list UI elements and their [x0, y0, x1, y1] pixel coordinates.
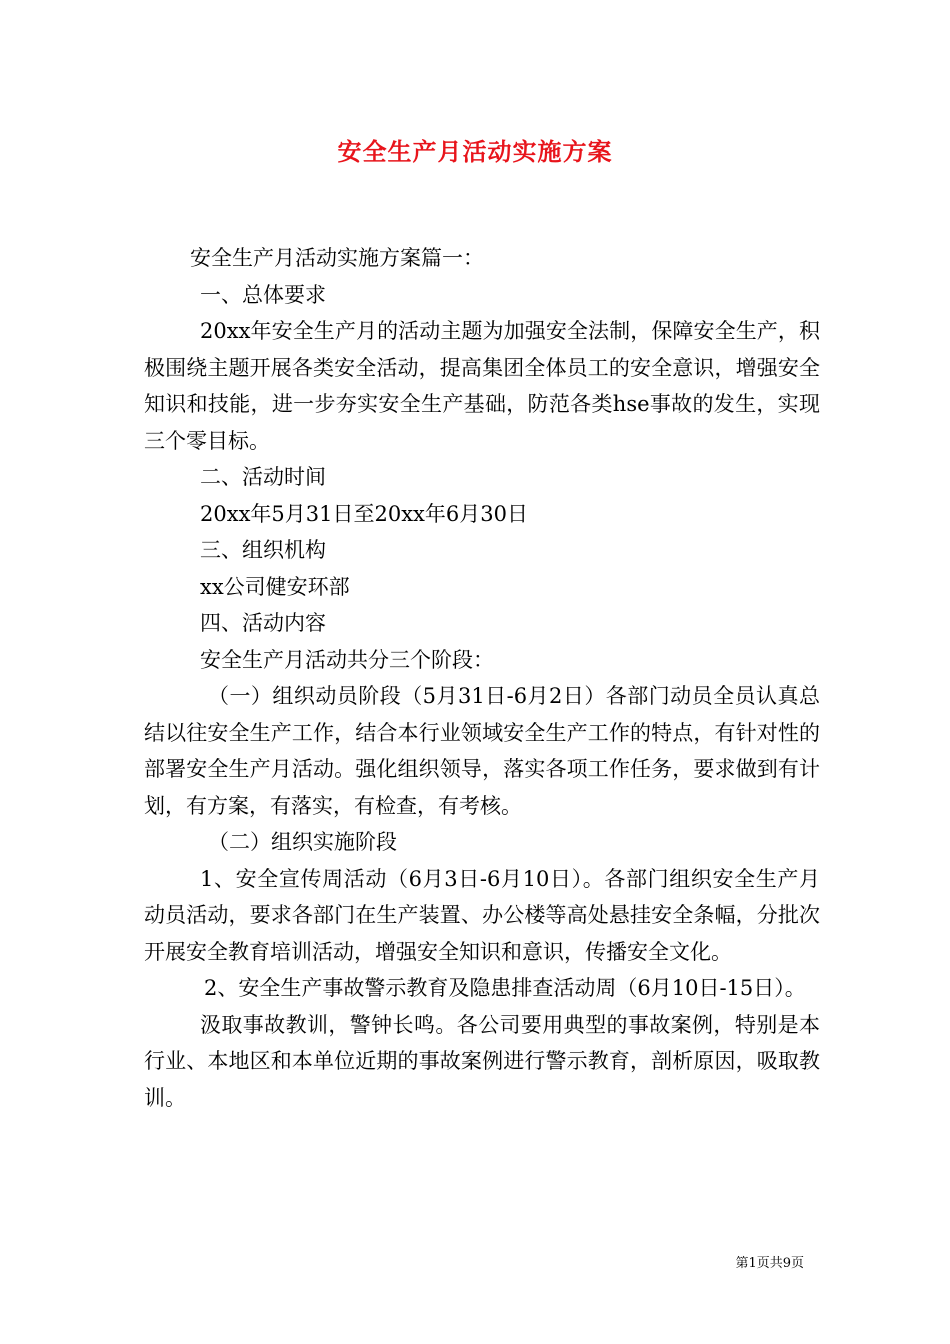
paragraph-general-requirements: 20xx年安全生产月的活动主题为加强安全法制，保障安全生产，积极围绕主题开展各类安全活动，提高集团全体员工的安全意识，增强安全知识和技能，进一步夯实安全生产基础，防范各类hse事故的发生，实现三个零目标。 — [144, 319, 820, 453]
paragraph-heading-general-requirements: 一、总体要求 — [200, 282, 326, 307]
paragraph-heading-activity-content: 四、活动内容 — [200, 611, 326, 635]
document-title: 安全生产月活动实施方案 — [337, 137, 613, 166]
paragraph-heading-organization: 三、组织机构 — [200, 538, 326, 562]
page-number: 第1页共9页 — [735, 1256, 804, 1271]
paragraph-section-heading: 安全生产月活动实施方案篇一： — [190, 246, 484, 270]
paragraph-organization: xx公司健安环部 — [200, 574, 350, 599]
paragraph-activity-time: 20xx年5月31日至20xx年6月30日 — [200, 501, 528, 526]
paragraph-stage-two-heading: （二）组织实施阶段 — [208, 830, 397, 854]
paragraph-safety-week: 1、安全宣传周活动（6月3日-6月10日）。各部门组织安全生产月动员活动，要求各部门在生产装置、办公楼等高处悬挂安全条幅，分批次开展安全教育培训活动，增强安全知识和意识，传播安全文化。 — [144, 866, 820, 964]
paragraph-lessons: 汲取事故教训，警钟长鸣。各公司要用典型的事故案例，特别是本行业、本地区和本单位近期的事故案例进行警示教育，剖析原因，吸取教训。 — [144, 1012, 820, 1110]
paragraph-heading-activity-time: 二、活动时间 — [200, 465, 326, 489]
paragraph-three-stages: 安全生产月活动共分三个阶段： — [200, 647, 494, 672]
paragraph-stage-one: （一）组织动员阶段（5月31日-6月2日）各部门动员全员认真总结以往安全生产工作，结合本行业领域安全生产工作的特点，有针对性的部署安全生产月活动。强化组织领导，落实各项工作任务，要求做到有计划，有方案，有落实，有检查，有考核。 — [144, 684, 820, 818]
document-body — [144, 240, 820, 1116]
paragraph-warning-week: 2、安全生产事故警示教育及隐患排查活动周（6月10日-15日）。 — [204, 976, 806, 1000]
